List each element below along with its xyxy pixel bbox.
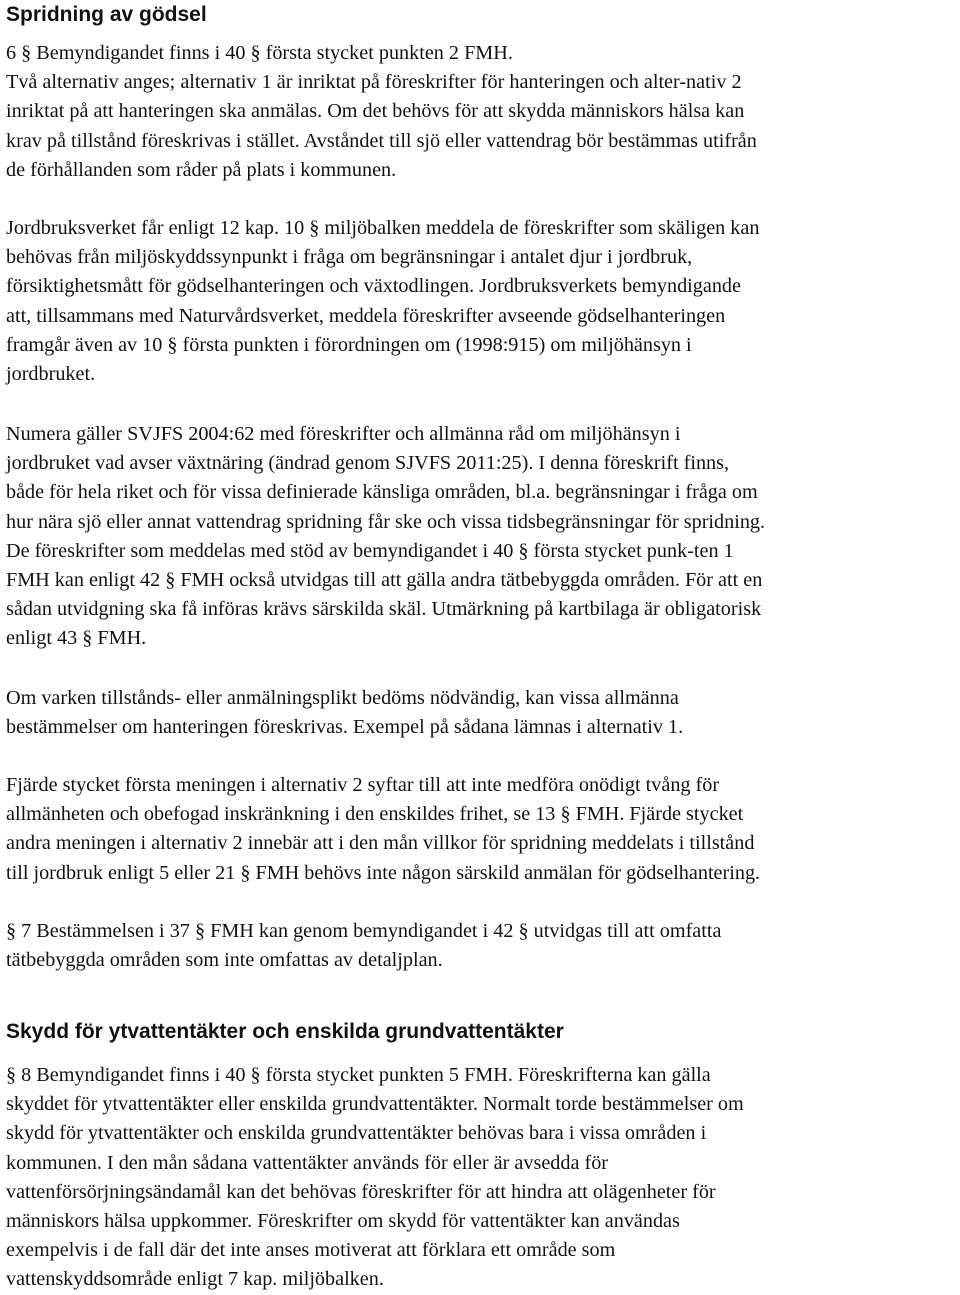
text-line: skyddet för ytvattentäkter eller enskilda grundvattentäkter. Normalt torde bestämmelser om: [6, 1093, 744, 1116]
section-heading-water-protection: Skydd för ytvattentäkter och enskilda grundvattentäkter: [6, 1020, 564, 1043]
text-line: vattenförsörjningsändamål kan det behövas föreskrifter för att hindra att olägenheter för: [6, 1180, 716, 1203]
text-line: framgår även av 10 § första punkten i förordningen om (1998:915) om miljöhänsyn i: [6, 333, 692, 356]
paragraph: [6, 39, 956, 185]
paragraph: [6, 214, 956, 389]
text-line: jordbruket vad avser växtnäring (ändrad genom SJVFS 2011:25). I denna föreskrift finns,: [6, 452, 730, 475]
text-line: vattenskyddsområde enligt 7 kap. miljöbalken.: [6, 1268, 384, 1291]
text-line: Två alternativ anges; alternativ 1 är inriktat på föreskrifter för hanteringen och alter-nativ 2: [6, 71, 742, 94]
text-line: skydd för ytvattentäkter och enskilda grundvattentäkter behövas bara i vissa områden i: [6, 1122, 707, 1145]
text-line: FMH kan enligt 42 § FMH också utvidgas till att gälla andra tätbebyggda områden. För att en: [6, 569, 763, 592]
text-line: jordbruket.: [6, 363, 96, 386]
text-line: andra meningen i alternativ 2 innebär att i den mån villkor för spridning meddelats i tillstånd: [6, 832, 755, 855]
text-line: krav på tillstånd föreskrivas i stället. Avståndet till sjö eller vattendrag bör bestämmas utifrån: [6, 129, 757, 152]
paragraph: [6, 771, 956, 888]
text-line: bestämmelser om hanteringen föreskrivas. Exempel på sådana lämnas i alternativ 1.: [6, 716, 684, 739]
text-line: att, tillsammans med Naturvårdsverket, meddela föreskrifter avseende gödselhanteringen: [6, 304, 726, 327]
text-line: människors hälsa uppkommer. Föreskrifter om skydd för vattentäkter kan användas: [6, 1210, 680, 1233]
text-line: Jordbruksverket får enligt 12 kap. 10 § miljöbalken meddela de föreskrifter som skäligen kan: [6, 217, 760, 239]
text-line: § 8 Bemyndigandet finns i 40 § första stycket punkten 5 FMH. Föreskrifterna kan gälla: [6, 1064, 711, 1086]
section-heading-spreading-manure: Spridning av gödsel: [6, 3, 207, 26]
text-line: Om varken tillstånds- eller anmälningsplikt bedöms nödvändig, kan vissa allmänna: [6, 687, 679, 709]
text-line: inriktat på att hanteringen ska anmälas. Om det behövs för att skydda människors hälsa kan: [6, 100, 745, 123]
text-line: enligt 43 § FMH.: [6, 627, 147, 650]
text-line: Numera gäller SVJFS 2004:62 med föreskrifter och allmänna råd om miljöhänsyn i: [6, 423, 681, 445]
paragraph: [6, 684, 956, 742]
text-line: kommunen. I den mån sådana vattentäkter används för eller är avsedda för: [6, 1151, 609, 1174]
text-line: allmänheten och obefogad inskränkning i den enskildes frihet, se 13 § FMH. Fjärde stycket: [6, 803, 744, 826]
text-line: exempelvis i de fall där det inte anses motiverat att förklara ett område som: [6, 1239, 616, 1262]
text-line: De föreskrifter som meddelas med stöd av bemyndigandet i 40 § första stycket punk-ten 1: [6, 539, 734, 562]
text-line: försiktighetsmått för gödselhanteringen och växtodlingen. Jordbruksverkets bemyndigande: [6, 275, 741, 298]
paragraph: [6, 1061, 956, 1295]
text-line: behövas från miljöskyddssynpunkt i fråga om begränsningar i antalet djur i jordbruk,: [6, 246, 693, 269]
text-line: till jordbruk enligt 5 eller 21 § FMH behövs inte någon särskild anmälan för gödselhantering.: [6, 861, 761, 884]
text-line: sådan utvidgning ska få införas krävs särskilda skäl. Utmärkning på kartbilaga är obligatorisk: [6, 598, 762, 621]
paragraph: [6, 420, 956, 654]
text-line: Fjärde stycket första meningen i alternativ 2 syftar till att inte medföra onödigt tvång för: [6, 774, 720, 796]
paragraph: [6, 917, 956, 975]
text-line: hur nära sjö eller annat vattendrag spridning får ske och vissa tidsbegränsningar för spridning.: [6, 510, 766, 533]
text-line: 6 § Bemyndigandet finns i 40 § första stycket punkten 2 FMH.: [6, 42, 513, 64]
text-line: § 7 Bestämmelsen i 37 § FMH kan genom bemyndigandet i 42 § utvidgas till att omfatta: [6, 920, 722, 942]
text-line: både för hela riket och för vissa definierade känsliga områden, bl.a. begränsningar i fråga om: [6, 481, 758, 504]
text-line: de förhållanden som råder på plats i kommunen.: [6, 158, 397, 181]
text-line: tätbebyggda områden som inte omfattas av detaljplan.: [6, 949, 443, 972]
